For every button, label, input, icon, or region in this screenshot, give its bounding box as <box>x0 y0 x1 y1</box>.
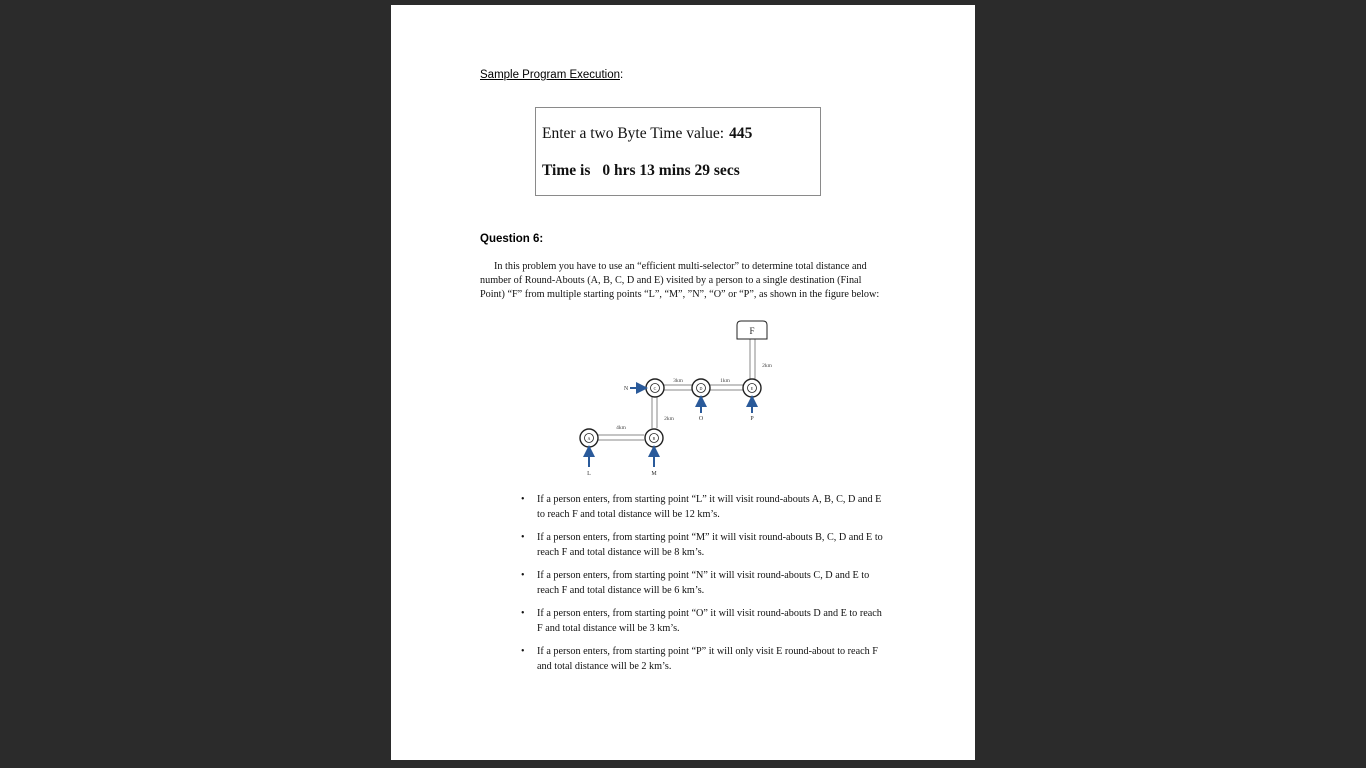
roundabout-c <box>646 379 664 397</box>
start-o: O <box>698 416 704 422</box>
distance-a-b: 4km <box>616 425 626 431</box>
distance-c-d: 3km <box>673 378 683 384</box>
entry-arrows <box>589 388 752 467</box>
result-label: Time is <box>542 162 591 179</box>
roundabout-diagram <box>391 5 975 485</box>
start-p: P <box>750 416 754 422</box>
roundabout-d <box>692 379 710 397</box>
roundabout-d-label: D <box>699 386 703 391</box>
roundabout-a-label: A <box>587 436 591 441</box>
list-item-text: If a person enters, from starting point “N” it will visit round-abouts C, D and E to reach F and total distance will be 6 km’s. <box>537 570 870 596</box>
destination-label: F <box>749 326 755 336</box>
list-item <box>519 645 889 674</box>
roundabout-e <box>743 379 761 397</box>
start-n: N <box>623 386 629 392</box>
list-item <box>519 569 889 598</box>
list-item <box>519 607 889 636</box>
start-labels <box>587 386 754 477</box>
roundabout-c-label: C <box>653 386 657 391</box>
result-value: 0 hrs 13 mins 29 secs <box>602 162 740 179</box>
sample-heading-colon: : <box>619 69 624 81</box>
bullet-icon: • <box>521 494 525 505</box>
roundabouts <box>580 379 761 447</box>
destination-f <box>737 321 767 339</box>
distance-b-c: 2km <box>664 416 674 422</box>
roundabout-a <box>580 429 598 447</box>
roundabout-b-label: B <box>652 436 656 441</box>
question-intro: In this problem you have to use an “efficient multi-selector” to determine total distance and number of Round-Abouts (A, B, C, D and E) visited by a person to a single destination (Final Point) “F” from multiple starting points “L”, “M”, ”N”, “O” or “P”, as shown in the figure below: <box>480 261 880 300</box>
distance-d-e: 1km <box>720 378 730 384</box>
sample-heading-text: Sample Program Execution <box>480 69 620 81</box>
roundabout-b <box>645 429 663 447</box>
bullet-icon: • <box>521 570 525 581</box>
bullet-icon: • <box>521 646 525 657</box>
start-m: M <box>651 471 657 477</box>
list-item-text: If a person enters, from starting point “P” it will only visit E round-about to reach F and total distance will be 2 km’s. <box>537 646 878 672</box>
distance-e-f: 2km <box>762 363 772 369</box>
prompt-text: Enter a two Byte Time value: <box>542 125 725 142</box>
list-item-text: If a person enters, from starting point “L” it will visit round-abouts A, B, C, D and E to reach F and total distance will be 12 km’s. <box>537 494 882 520</box>
document-page <box>391 5 975 760</box>
list-item <box>519 493 889 522</box>
input-value: 445 <box>729 125 753 142</box>
list-item-text: If a person enters, from starting point “O” it will visit round-abouts D and E to reach F and total distance will be 3 km’s. <box>537 608 882 634</box>
roundabout-e-label: E <box>750 386 754 391</box>
start-l: L <box>587 471 591 477</box>
scenario-list <box>519 493 889 683</box>
bullet-icon: • <box>521 608 525 619</box>
question-title: Question 6: <box>480 233 544 245</box>
list-item-text: If a person enters, from starting point “M” it will visit round-abouts B, C, D and E to reach F and total distance will be 8 km’s. <box>537 532 883 558</box>
bullet-icon: • <box>521 532 525 543</box>
list-item <box>519 531 889 560</box>
